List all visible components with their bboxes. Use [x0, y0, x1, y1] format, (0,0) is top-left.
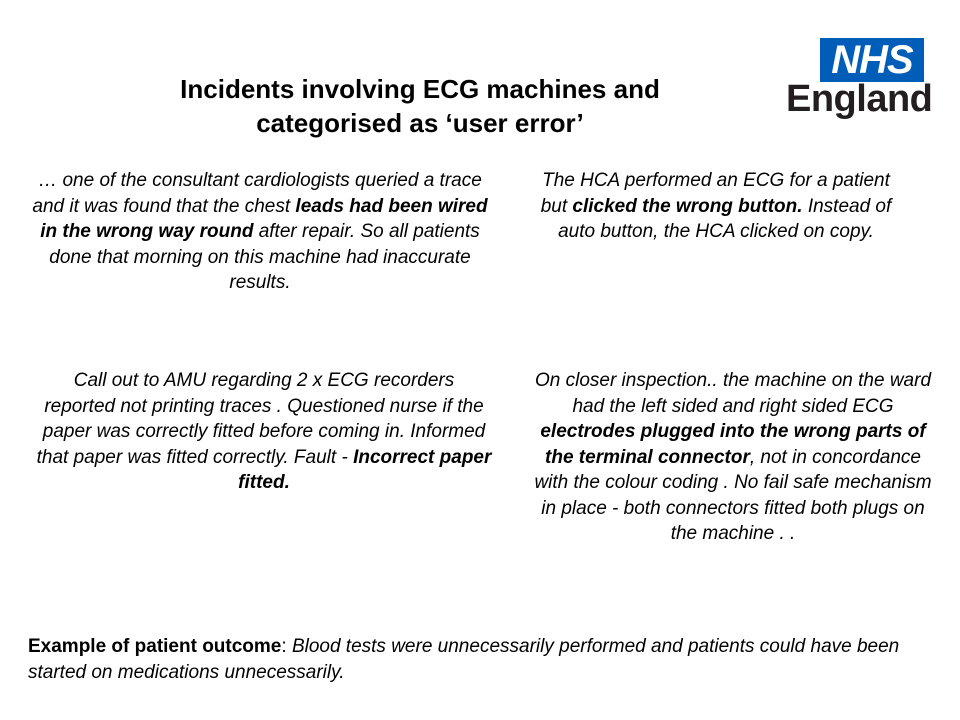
incident-quote-electrodes: [526, 368, 940, 547]
outcome-separator: :: [281, 636, 292, 657]
outcome-description: Blood tests were unnecessarily performed and patients could have been started on medications unnecessarily.: [28, 636, 900, 683]
quote-text: The HCA performed an ECG for a patient but: [540, 170, 890, 217]
nhs-logo-badge: NHS: [820, 38, 924, 82]
quote-text: , not in concordance with the colour coding . No fail safe mechanism in place - both connectors fitted both plugs on the machine . .: [534, 446, 932, 544]
quote-emphasis: leads had been wired in the wrong way round: [40, 195, 488, 242]
quote-text: after repair. So all patients done that morning on this machine had inaccurate results.: [49, 221, 480, 293]
quote-emphasis: clicked the wrong button.: [572, 195, 803, 217]
incident-quote-incorrect-paper: [36, 368, 492, 496]
quote-emphasis: electrodes plugged into the wrong parts of the terminal connector: [540, 421, 926, 468]
outcome-label: Example of patient outcome: [28, 636, 282, 657]
title-line-2: categorised as ‘user error’: [256, 108, 584, 138]
quote-emphasis: Incorrect paper fitted.: [238, 446, 492, 493]
quote-text: Instead of auto button, the HCA clicked on copy.: [558, 195, 892, 242]
quote-text: Call out to AMU regarding 2 x ECG recorders reported not printing traces . Questioned nurse if the paper was correctly fitted before coming in. Informed that paper was fitted correctly. Fault -: [36, 370, 486, 468]
title-line-1: Incidents involving ECG machines and: [180, 74, 660, 104]
quote-text: … one of the consultant cardiologists queried a trace and it was found that the chest: [32, 170, 482, 217]
patient-outcome-example: [28, 634, 908, 686]
page-title: [120, 72, 720, 140]
nhs-logo-region: England: [786, 78, 933, 120]
incident-quote-leads-wired: [28, 168, 492, 296]
incident-quote-wrong-button: [538, 168, 894, 245]
quote-text: On closer inspection.. the machine on the ward had the left sided and right sided ECG: [534, 370, 932, 417]
